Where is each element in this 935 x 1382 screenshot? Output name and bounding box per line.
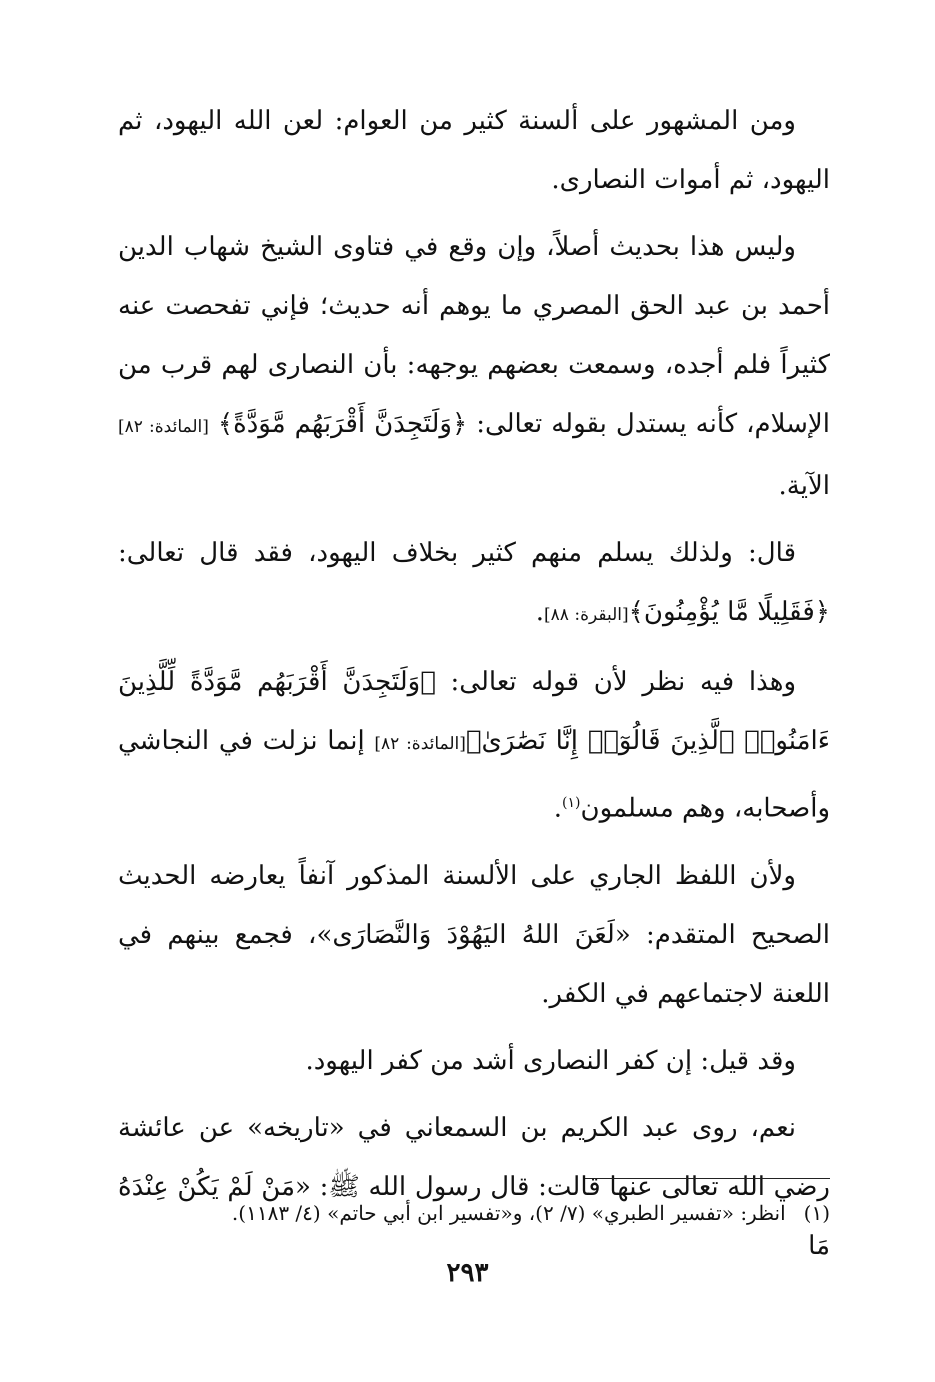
verse-reference: [البقرة: ٨٨] [544,605,629,625]
footnote-separator [585,1178,830,1179]
paragraph-2-text: وليس هذا بحديث أصلاً، وإن وقع في فتاوى الشيخ شهاب الدين أحمد بن عبد الحق المصري ما يوهم أنه حديث؛ فإني تفحصت عنه كثيراً فلم أجده، وسمعت بعضهم يوجهه: بأن النصارى لهم قرب من الإسلام، كأنه يستدل بقوله تعالى: [118,232,830,439]
paragraph-7: نعم، روى عبد الكريم بن السمعاني في «تاريخه» عن عائشة رضي الله تعالى عنها قالت: قال رسول الله ﷺ: «مَنْ لَمْ يَكُنْ عِنْدَهُ مَا [118,1112,830,1261]
footnote [118,1196,830,1230]
paragraph-4-tail: إنما نزلت في النجاشي وأصحابه، وهم مسلمون [118,726,830,824]
paragraph-3-text: قال: ولذلك يسلم منهم كثير بخلاف اليهود، فقد قال تعالى: [118,538,796,568]
paragraph-5: ولأن اللفظ الجاري على الألسنة المذكور آنفاً يعارضه الحديث الصحيح المتقدم: «لَعَنَ اللهُ اليَهُوْدَ وَالنَّصَارَى»، فجمع بينهم في اللعنة لاجتماعهم في الكفر. [118,860,830,1009]
paragraph-2-tail: الآية. [778,471,830,501]
verse-reference: [المائدة: ٨٢] [118,417,209,437]
paragraph-4-end: . [553,793,563,824]
footnote-text: انظر: «تفسير الطبري» (٧/ ٢)، و«تفسير ابن أبي حاتم» (٤/ ١١٨٣). [231,1201,786,1225]
footnote-number: (١) [803,1201,830,1225]
paragraph-6: وقد قيل: إن كفر النصارى أشد من كفر اليهود. [305,1045,796,1076]
quran-verse: ﴿وَلَتَجِدَنَّ أَقْرَبَهُم مَّوَدَّةً لِّلَّذِينَ ءَامَنُوا۟ ٱلَّذِينَ قَالُوٓا۟ إِنَّا نَصَٰرَىٰ﴾ [118,667,830,756]
paragraph-2 [118,218,830,516]
footnote-marker[interactable]: (١) [562,795,581,811]
quran-verse: ﴿فَقَلِيلًا مَّا يُؤْمِنُونَ﴾ [628,597,830,627]
paragraph-1: ومن المشهور على ألسنة كثير من العوام: لعن الله اليهود، ثم اليهود، ثم أموات النصارى. [118,106,830,195]
paragraph-4-text: وهذا فيه نظر لأن قوله تعالى: [450,667,796,697]
page-number: ٢٩٣ [446,1258,489,1288]
paragraph-3 [118,524,830,645]
page-body [118,92,830,1284]
paragraph-4 [118,653,830,839]
quran-verse: ﴿وَلَتَجِدَنَّ أَقْرَبَهُم مَّوَدَّةً﴾ [217,409,468,439]
paragraph-3-tail: . [535,597,545,627]
verse-reference: [المائدة: ٨٢] [374,734,466,754]
